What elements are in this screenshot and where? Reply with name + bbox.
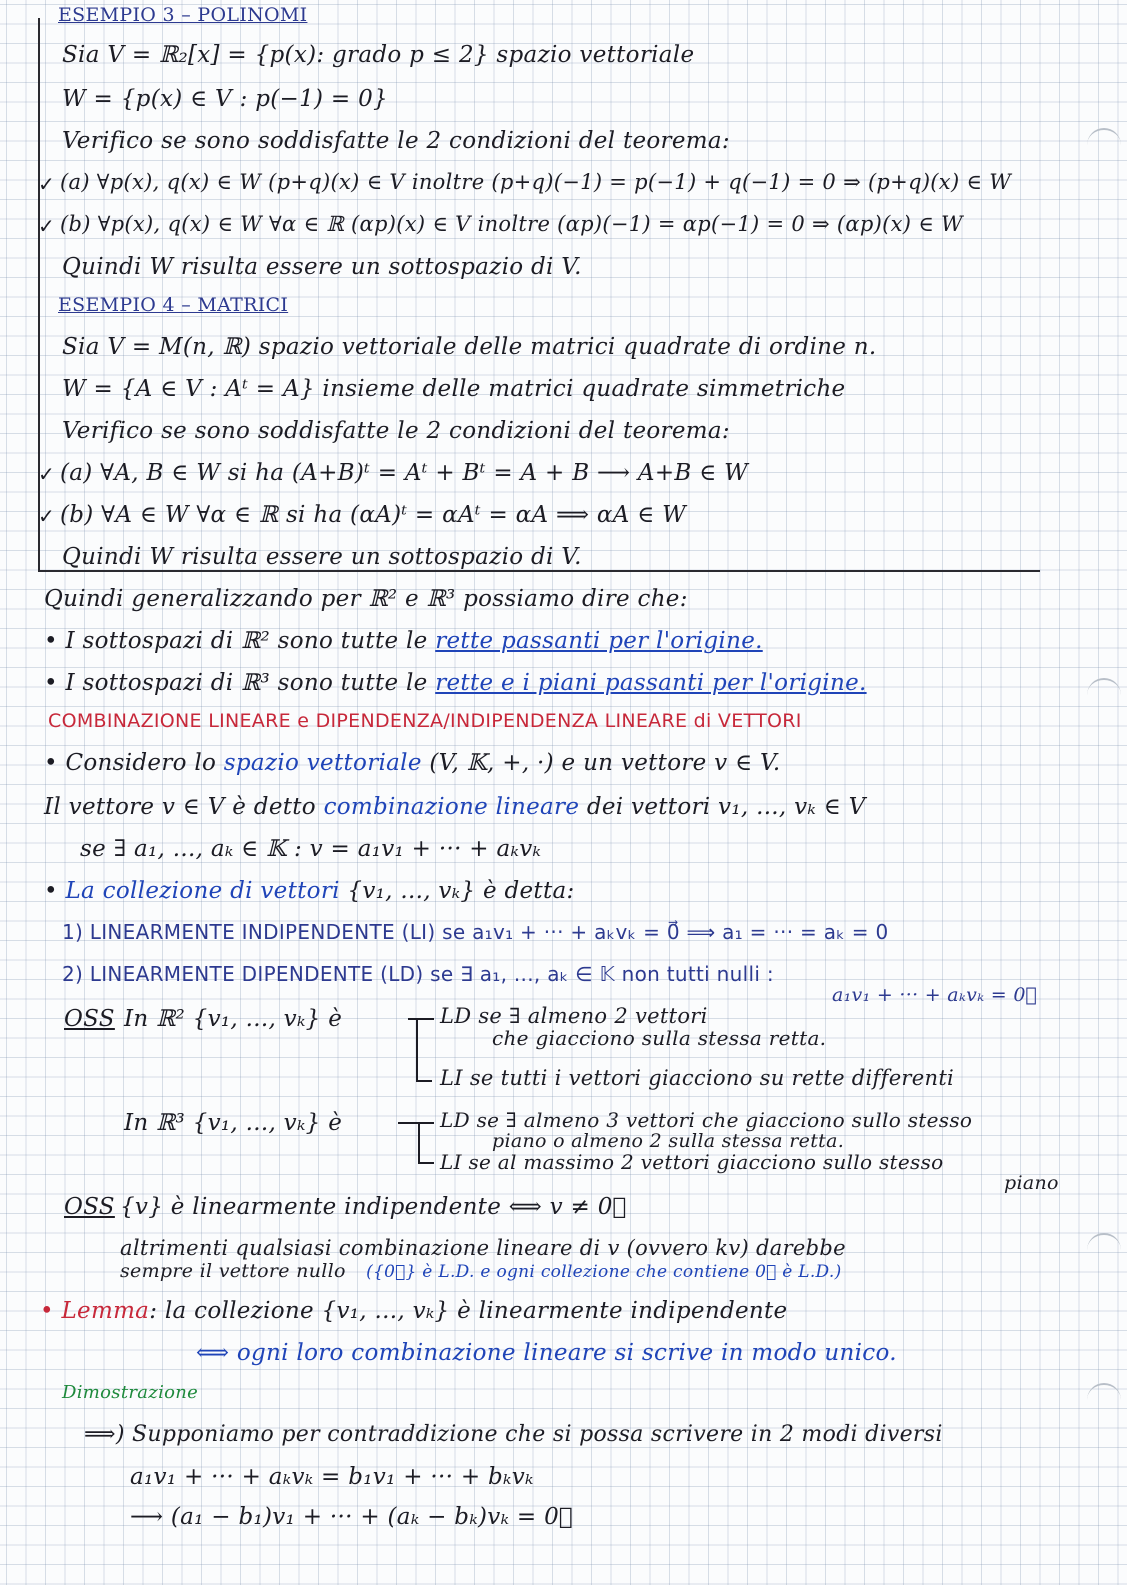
oss2-line1: {v} è linearmente indipendente ⟺ v ≠ 0⃗ [120,1194,627,1220]
example4-line3: Verifico se sono soddisfatte le 2 condizioni del teorema: [62,418,730,444]
section-heading: COMBINAZIONE LINEARE e DIPENDENZA/INDIPENDENZA LINEARE di VETTORI [48,710,802,732]
example4-cond-a: (a) ∀A, B ∈ W si ha (A+B)ᵗ = Aᵗ + Bᵗ = A + B ⟶ A+B ∈ W [60,460,749,486]
oss-r3-ld1: LD se ∃ almeno 3 vettori che giacciono sullo stesso [440,1108,973,1132]
check-mark: ✓ [38,504,55,528]
example3-conclusion: Quindi W risulta essere un sottospazio di V. [62,254,582,280]
comb-line2: Il vettore v ∈ V è detto combinazione lineare dei vettori v₁, ..., vₖ ∈ V [44,794,866,820]
lemma-line2: ⟺ ogni loro combinazione lineare si scrive in modo unico. [196,1340,897,1366]
example3-line1: Sia V = ℝ₂[x] = {p(x): grado p ≤ 2} spazio vettoriale [62,42,695,68]
subspaces-r3: • I sottospazi di ℝ³ sono tutte le rette e i piani passanti per l'origine. [44,670,867,696]
def-ld-equation: a₁v₁ + ··· + aₖvₖ = 0⃗ [832,984,1038,1006]
bracket-line [398,1122,434,1124]
example3-line2: W = {p(x) ∈ V : p(−1) = 0} [62,86,388,112]
bracket-line [416,1080,432,1082]
oss-r2: In ℝ² {v₁, ..., vₖ} è [124,1006,343,1032]
comb-line4: • La collezione di vettori {v₁, ..., vₖ} è detta: [44,878,575,904]
oss-label: OSS [64,1006,115,1032]
proof-line2: a₁v₁ + ··· + aₖvₖ = b₁v₁ + ··· + bₖvₖ [130,1464,534,1490]
check-mark: ✓ [38,172,55,196]
comb-line3: se ∃ a₁, ..., aₖ ∈ 𝕂 : v = a₁v₁ + ··· + aₖvₖ [80,836,542,862]
def-li: 1) LINEARMENTE INDIPENDENTE (LI) se a₁v₁ + ··· + aₖvₖ = 0⃗ ⟹ a₁ = ··· = aₖ = 0 [62,920,889,944]
oss-r2-ld2: che giacciono sulla stessa retta. [492,1026,827,1050]
oss2-label: OSS [64,1194,115,1220]
example4-cond-b: (b) ∀A ∈ W ∀α ∈ ℝ si ha (αA)ᵗ = αAᵗ = αA ⟹ αA ∈ W [60,502,687,528]
example4-conclusion: Quindi W risulta essere un sottospazio di V. [62,544,582,570]
bracket-line [418,1122,420,1162]
example3-cond-a: (a) ∀p(x), q(x) ∈ W (p+q)(x) ∈ V inoltre (p+q)(−1) = p(−1) + q(−1) = 0 ⇒ (p+q)(x) ∈ W [60,170,1012,194]
check-mark: ✓ [38,462,55,486]
proof-line3: ⟶ (a₁ − b₁)v₁ + ··· + (aₖ − bₖ)vₖ = 0⃗ [130,1504,573,1530]
example3-title: ESEMPIO 3 – POLINOMI [58,4,308,26]
oss2-line3: sempre il vettore nullo ({0⃗} è L.D. e ogni collezione che contiene 0⃗ è L.D.) [120,1260,842,1282]
comb-line1: • Considero lo spazio vettoriale (V, 𝕂, +, ·) e un vettore v ∈ V. [44,750,781,776]
proof-label: Dimostrazione [62,1382,199,1403]
punch-hole [1087,1383,1121,1401]
example4-line1: Sia V = M(n, ℝ) spazio vettoriale delle matrici quadrate di ordine n. [62,334,877,360]
oss-r3-ld2: piano o almeno 2 sulla stessa retta. [492,1130,845,1152]
example3-cond-b: (b) ∀p(x), q(x) ∈ W ∀α ∈ ℝ (αp)(x) ∈ V inoltre (αp)(−1) = αp(−1) = 0 ⇒ (αp)(x) ∈ W [60,212,963,236]
generalization-intro: Quindi generalizzando per ℝ² e ℝ³ possiamo dire che: [44,586,688,612]
bracket-line [418,1162,434,1164]
example4-line2: W = {A ∈ V : Aᵗ = A} insieme delle matrici quadrate simmetriche [62,376,846,402]
oss2-line2: altrimenti qualsiasi combinazione lineare di v (ovvero kv) darebbe [120,1236,846,1260]
bracket-line [416,1018,418,1080]
punch-hole [1087,1233,1121,1251]
oss-r3: In ℝ³ {v₁, ..., vₖ} è [124,1110,343,1136]
lemma: • Lemma: la collezione {v₁, ..., vₖ} è linearmente indipendente [40,1298,788,1324]
oss-r3-li1: LI se al massimo 2 vettori giacciono sullo stesso [440,1150,944,1174]
example3-line3: Verifico se sono soddisfatte le 2 condizioni del teorema: [62,128,730,154]
oss-r2-li: LI se tutti i vettori giacciono su rette differenti [440,1066,955,1090]
proof-line1: ⟹) Supponiamo per contraddizione che si possa scrivere in 2 modi diversi [84,1422,943,1447]
def-ld: 2) LINEARMENTE DIPENDENTE (LD) se ∃ a₁, ..., aₖ ∈ 𝕂 non tutti nulli : [62,962,774,986]
bracket-line [408,1018,434,1020]
example4-title: ESEMPIO 4 – MATRICI [58,294,289,316]
subspaces-r2: • I sottospazi di ℝ² sono tutte le rette passanti per l'origine. [44,628,763,654]
oss-r2-ld1: LD se ∃ almeno 2 vettori [440,1004,708,1028]
oss-r3-li2: piano [1004,1172,1059,1194]
punch-hole [1087,678,1121,696]
check-mark: ✓ [38,214,55,238]
punch-hole [1087,128,1121,146]
